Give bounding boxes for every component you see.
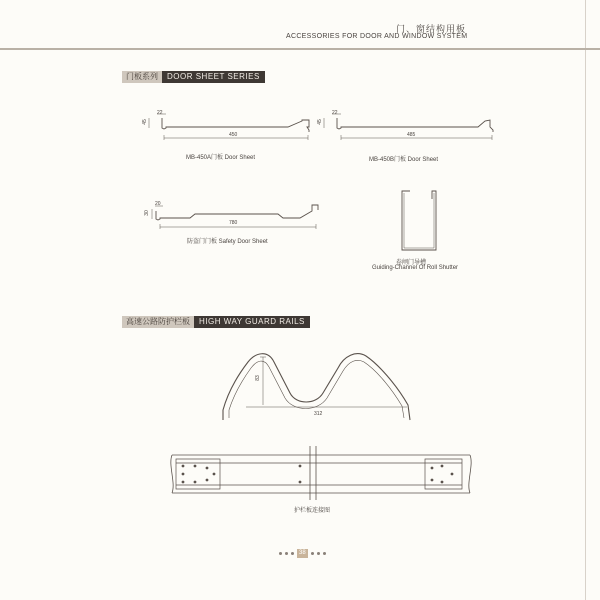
joint-post xyxy=(310,446,316,500)
mb450a-profile xyxy=(162,118,309,132)
channel-profile xyxy=(402,191,436,250)
safety-dim-20: 20 xyxy=(155,201,161,207)
channel-inner xyxy=(404,193,434,248)
page-footer xyxy=(279,549,326,558)
section-guard-rails xyxy=(122,316,310,328)
channel-caption-cn: 卷闸门导槽 xyxy=(396,260,427,266)
section-guard-label-en: HIGH WAY GUARD RAILS xyxy=(194,316,310,328)
mb450a-dim-450: 450 xyxy=(229,132,238,138)
section-door-label-cn: 门板系列 xyxy=(122,71,162,83)
safety-dim-30: 30 xyxy=(143,210,150,216)
section-guard-label-cn: 高速公路防护栏板 xyxy=(122,316,194,328)
header-title-cn: 门、窗结构用板 xyxy=(396,24,467,34)
joint-caption: 护栏板连接图 xyxy=(294,508,331,514)
joint-bolts xyxy=(182,465,454,484)
mb450b-dim-485: 485 xyxy=(407,132,416,138)
joint-plates xyxy=(176,459,462,489)
mb450b-dim-22: 22 xyxy=(332,110,338,116)
safety-caption: 防盗门门板 Safety Door Sheet xyxy=(187,239,268,245)
section-door-label-en: DOOR SHEET SERIES xyxy=(162,71,265,83)
guard-dim-lines xyxy=(246,357,407,407)
mb450b-profile xyxy=(337,118,493,132)
mb450a-caption: MB-450A门板 Door Sheet xyxy=(186,155,256,161)
page-number: 38 xyxy=(299,550,306,556)
mb450a-dim-22: 22 xyxy=(157,110,163,116)
mb450b-caption: MB-450B门板 Door Sheet xyxy=(369,157,439,163)
mb450b-dim-45: 45 xyxy=(316,119,323,125)
safety-profile xyxy=(156,205,318,220)
channel-caption-en: Guiding-Channel Of Roll Shutter xyxy=(372,265,459,271)
guard-dim-312: 312 xyxy=(314,411,323,417)
guard-dim-83: 83 xyxy=(254,375,261,381)
header-title-en: ACCESSORIES FOR DOOR AND WINDOW SYSTEM xyxy=(286,33,468,40)
mb450a-dim-45: 45 xyxy=(141,119,148,125)
joint-outline xyxy=(171,455,471,493)
guard-rail-inner xyxy=(229,360,404,418)
safety-dim-780: 780 xyxy=(229,220,238,226)
